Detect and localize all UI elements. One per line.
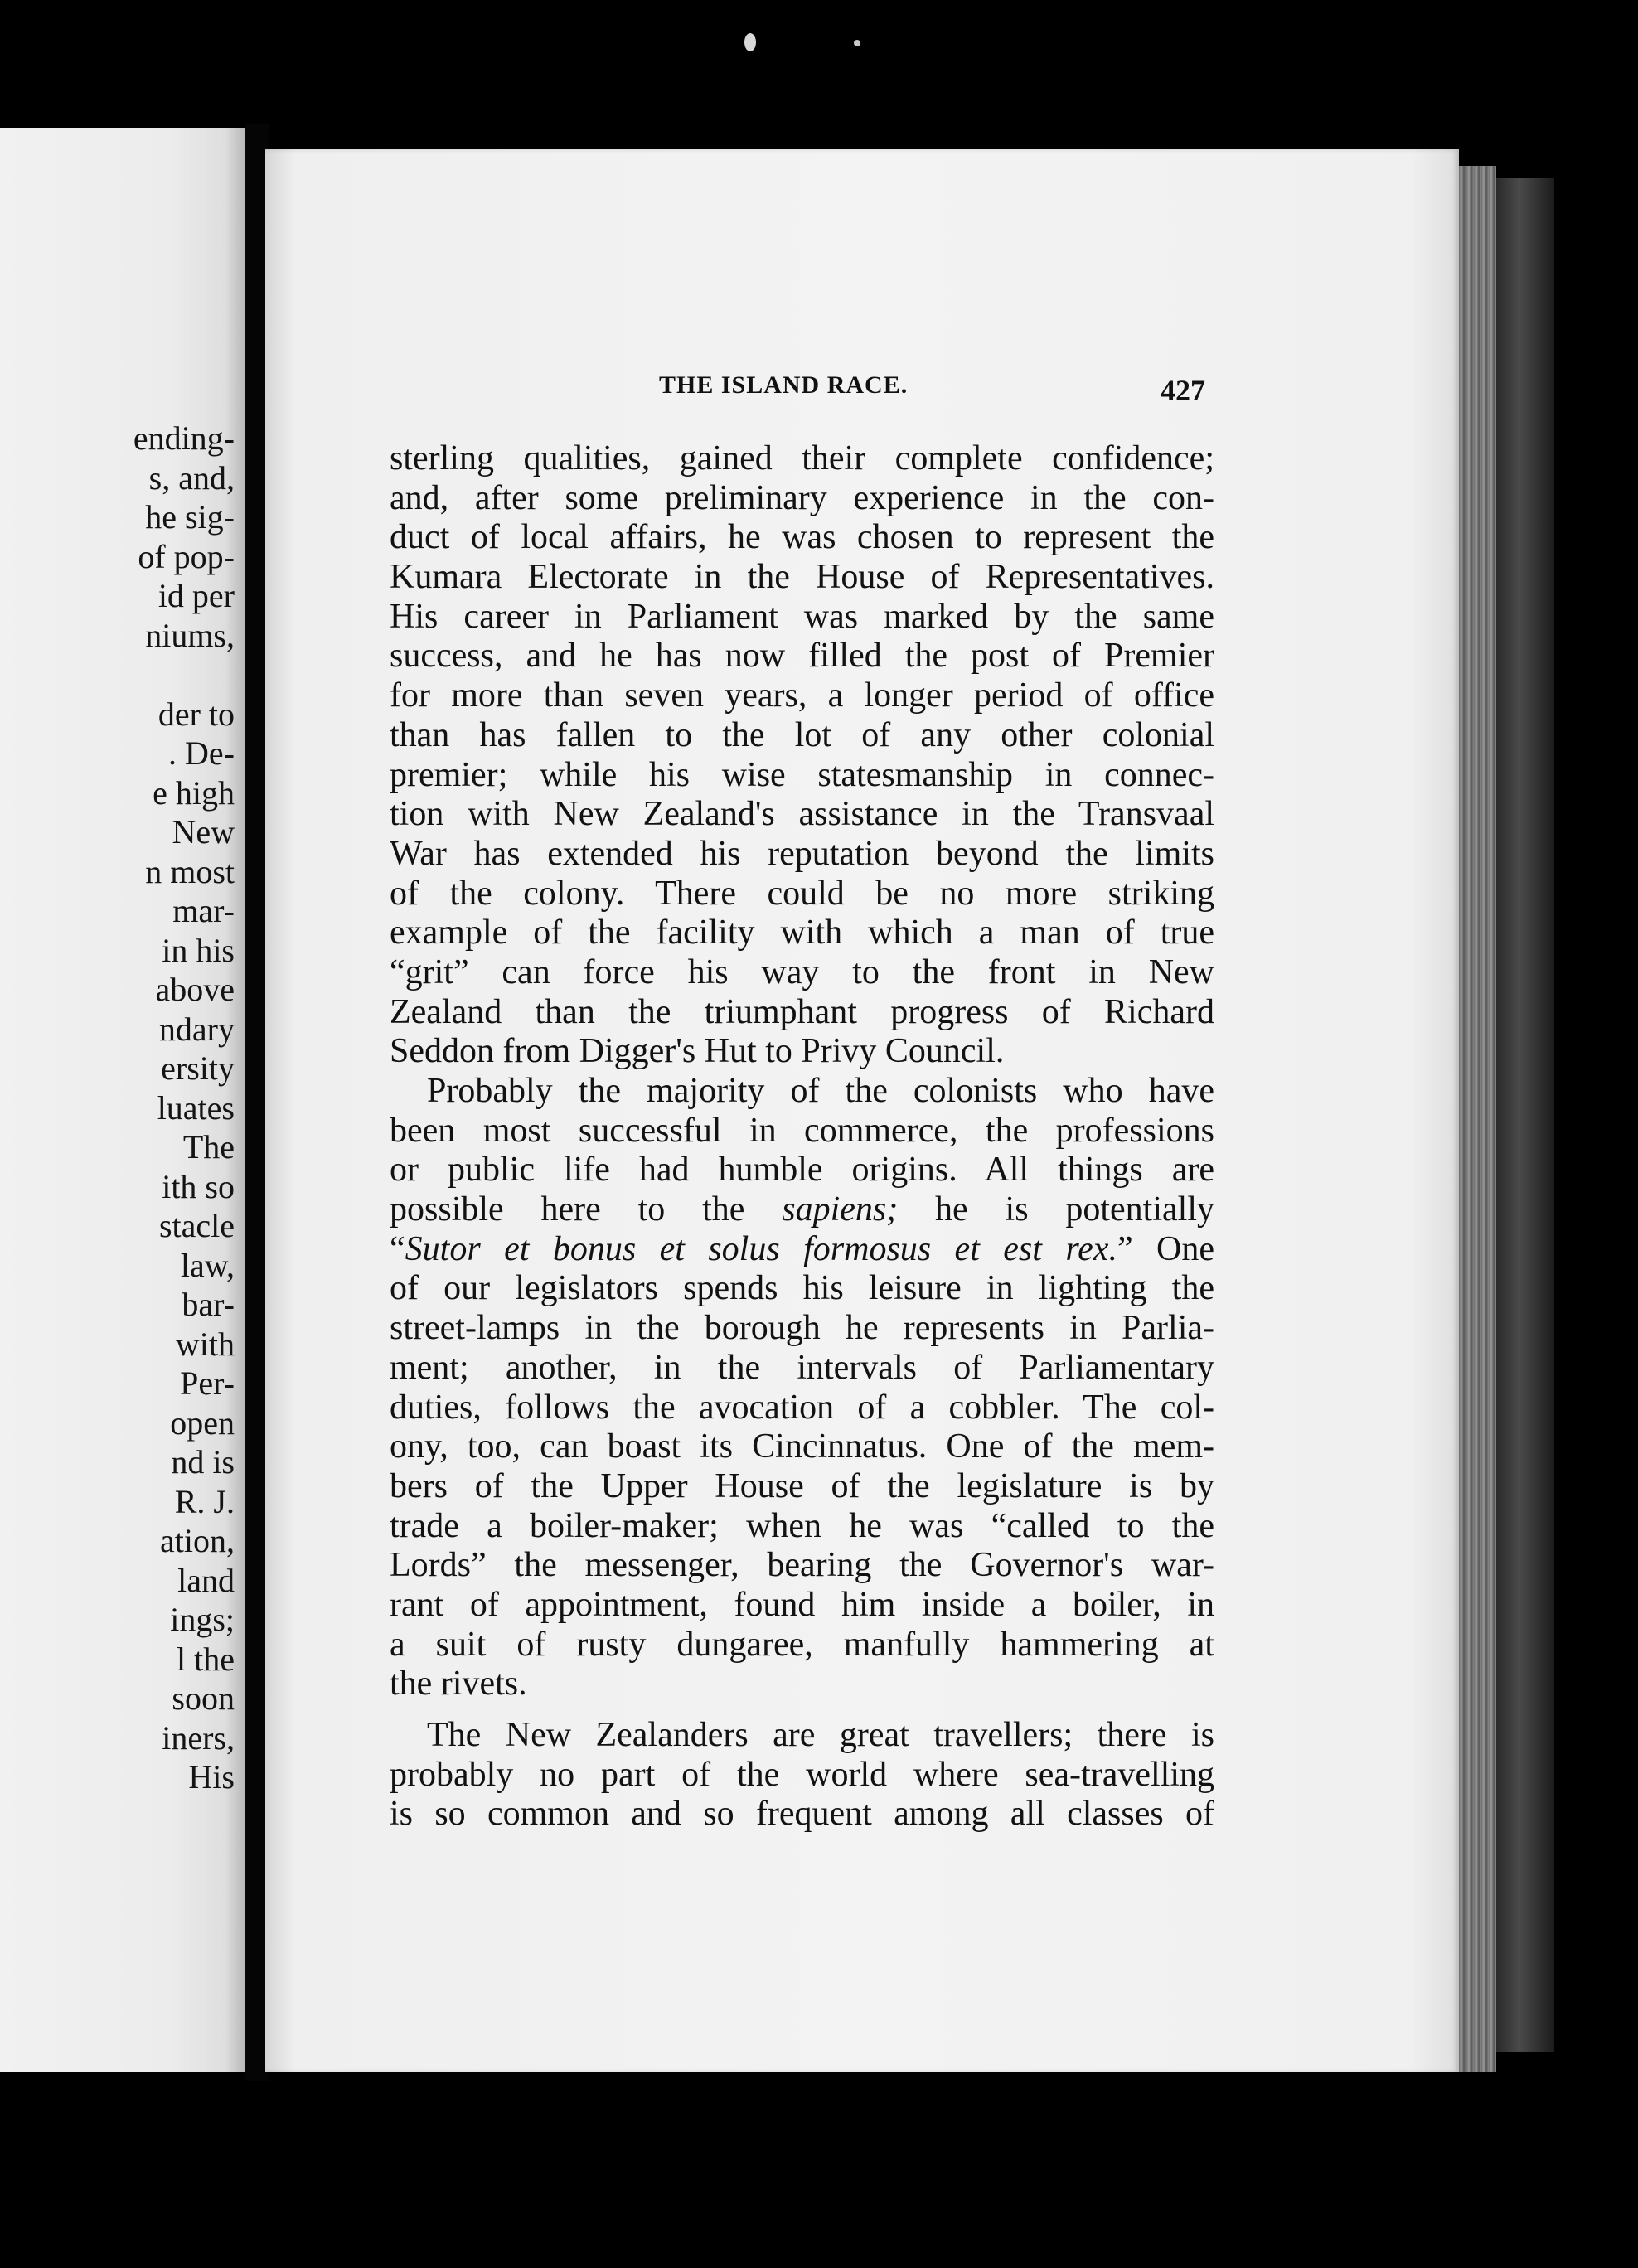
text-line: for more than seven years, a longer period of office <box>390 676 1214 715</box>
text-line: “grit” can force his way to the front in New <box>390 952 1214 991</box>
text-line: possible here to the sapiens; he is potentially <box>390 1190 1214 1229</box>
text-line: His career in Parliament was marked by the same <box>390 597 1214 636</box>
left-page-text-fragments <box>133 419 235 1797</box>
left-page-line: niums, <box>145 616 235 654</box>
left-page-line: nd is <box>171 1443 235 1480</box>
text-line: Lords” the messenger, bearing the Governor's war- <box>390 1546 1214 1585</box>
text-line: rant of appointment, found him inside a boiler, in <box>390 1585 1214 1624</box>
text-line: trade a boiler-maker; when he was “called to the <box>390 1506 1214 1545</box>
page-edges <box>1459 166 1496 2072</box>
left-page-line: bar- <box>182 1286 235 1323</box>
left-page-line: . De- <box>168 734 235 772</box>
left-page-line: e high <box>153 773 235 812</box>
left-page-line: der to <box>158 695 235 733</box>
left-page-line: land <box>177 1561 235 1599</box>
text-line: street-lamps in the borough he represents in Parlia- <box>390 1309 1214 1348</box>
text-line: tion with New Zealand's assistance in the Transvaal <box>390 795 1214 834</box>
left-page-line: luates <box>157 1088 235 1127</box>
text-line: of the colony. There could be no more striking <box>390 874 1214 913</box>
left-page-line: ending- <box>133 419 235 457</box>
left-page-line: ersity <box>161 1049 235 1087</box>
text-line: or public life had humble origins. All things are <box>390 1151 1214 1190</box>
left-page-line: ation, <box>160 1522 235 1559</box>
text-line: ment; another, in the intervals of Parliamentary <box>390 1348 1214 1387</box>
left-page-line: ndary <box>158 1010 235 1048</box>
text-line: the rivets. <box>390 1665 527 1703</box>
left-page-line: iners, <box>162 1718 235 1757</box>
text-line: success, and he has now filled the post of Premier <box>390 637 1214 676</box>
left-page-line: above <box>155 971 235 1008</box>
text-line: a suit of rusty dungaree, manfully hammering at <box>390 1625 1214 1664</box>
left-page-line: in his <box>162 931 235 969</box>
text-line: Zealand than the triumphant progress of Richard <box>390 992 1214 1031</box>
left-page-line: mar- <box>172 892 235 929</box>
text-line: than has fallen to the lot of any other colonial <box>390 715 1214 754</box>
book-cover-edge <box>1496 178 1554 2052</box>
text-line: premier; while his wise statesmanship in connec- <box>390 755 1214 794</box>
text-line: been most successful in commerce, the professions <box>390 1111 1214 1150</box>
left-page-line: of pop- <box>138 537 235 575</box>
text-line: ony, too, can boast its Cincinnatus. One of the mem- <box>390 1427 1214 1466</box>
left-page-line <box>133 655 235 695</box>
text-line: “Sutor et bonus et solus formosus et est rex.” One <box>390 1229 1214 1268</box>
text-line: War has extended his reputation beyond the limits <box>390 834 1214 873</box>
left-page-line: ith so <box>162 1167 235 1205</box>
text-line: The New Zealanders are great travellers; there is <box>427 1716 1214 1754</box>
left-page-line: open <box>170 1403 235 1442</box>
text-line: is so common and so frequent among all classes of <box>390 1795 1214 1834</box>
left-page-line: n most <box>145 852 235 890</box>
page-number: 427 <box>1161 374 1205 407</box>
left-page-line: New <box>172 813 235 850</box>
left-page-line: law, <box>180 1246 235 1284</box>
text-line: Kumara Electorate in the House of Representatives. <box>390 558 1214 597</box>
left-page-line: id per <box>158 577 235 614</box>
left-page-line: l the <box>177 1640 235 1678</box>
text-line: Seddon from Digger's Hut to Privy Council. <box>390 1032 1005 1071</box>
left-facing-page <box>0 128 245 2072</box>
left-page-line: s, and, <box>148 458 235 497</box>
running-head <box>390 371 1219 413</box>
scan-speck <box>744 33 756 51</box>
left-page-line: he sig- <box>145 498 235 536</box>
left-page-line: The <box>182 1128 235 1166</box>
text-line: Probably the majority of the colonists who have <box>427 1072 1214 1110</box>
text-line: example of the facility with which a man of true <box>390 914 1214 952</box>
text-line: bers of the Upper House of the legislature is by <box>390 1466 1214 1505</box>
left-page-line: ings; <box>170 1601 235 1638</box>
text-line: duties, follows the avocation of a cobbler. The col- <box>390 1388 1214 1427</box>
left-page-line: with <box>175 1325 235 1363</box>
left-page-line: stacle <box>158 1207 235 1244</box>
running-title: THE ISLAND RACE. <box>659 371 909 399</box>
scan-speck <box>854 40 860 46</box>
text-line: of our legislators spends his leisure in lighting the <box>390 1269 1214 1308</box>
body-text <box>390 439 1214 1834</box>
text-line: probably no part of the world where sea-travelling <box>390 1755 1214 1794</box>
text-line: and, after some preliminary experience in the con- <box>390 478 1214 517</box>
left-page-line: soon <box>172 1679 235 1717</box>
text-line: sterling qualities, gained their complete confidence; <box>390 439 1214 477</box>
text-line: duct of local affairs, he was chosen to represent the <box>390 518 1214 557</box>
left-page-line: Per- <box>180 1364 235 1402</box>
left-page-line: His <box>188 1758 235 1796</box>
left-page-line: R. J. <box>174 1482 235 1520</box>
